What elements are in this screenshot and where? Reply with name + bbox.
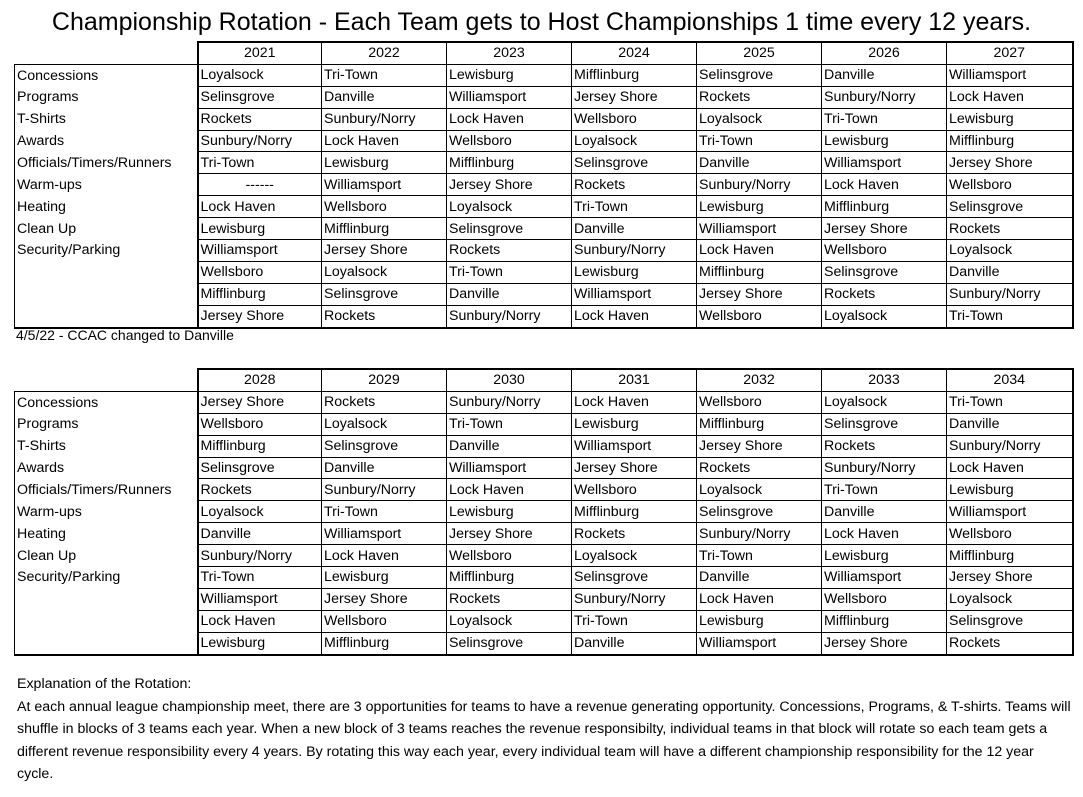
team-cell: Selinsgrove (447, 632, 572, 654)
team-cell: Loyalsock (322, 261, 447, 283)
team-cell: Sunbury/Norry (447, 391, 572, 413)
team-cell: Lock Haven (447, 479, 572, 501)
team-cell: Danville (322, 86, 447, 108)
team-cell: Rockets (572, 523, 697, 545)
year-header: 2021 (198, 42, 322, 64)
year-header: 2034 (947, 369, 1073, 391)
change-note: 4/5/22 - CCAC changed to Danville (16, 327, 234, 343)
team-cell: Tri-Town (572, 196, 697, 218)
team-cell: Loyalsock (198, 501, 322, 523)
team-cell: Wellsboro (198, 413, 322, 435)
rotation-table-2028-2034 (14, 368, 1074, 656)
team-cell: Lewisburg (697, 196, 822, 218)
team-cell: Williamsport (198, 588, 322, 610)
explanation-body: At each annual league championship meet, there are 3 opportunities for teams to have a revenue generating opportunity. Concessions, Programs, & T-shirts. Teams will shuffle in blocks of 3 teams each year. When a new block of 3 teams reaches the revenue responsibilty, individual teams in that block will rotate so each team gets a different revenue responsibility every 4 years. By rotating this way each year, every individual team will have a different championship responsibility for the 12 year cycle. (17, 698, 1071, 782)
table-row (15, 64, 1073, 86)
team-cell: Danville (697, 567, 822, 589)
team-cell: Williamsport (697, 632, 822, 654)
team-cell: Lock Haven (697, 240, 822, 262)
role-label: Heating (15, 523, 198, 545)
role-label: T-Shirts (15, 108, 198, 130)
year-header: 2031 (572, 369, 697, 391)
team-cell: Rockets (198, 108, 322, 130)
team-cell: Jersey Shore (947, 152, 1073, 174)
team-cell: Jersey Shore (822, 632, 947, 654)
team-cell: Selinsgrove (947, 196, 1073, 218)
team-cell: Williamsport (447, 457, 572, 479)
team-cell: Lewisburg (947, 108, 1073, 130)
team-cell: Rockets (572, 174, 697, 196)
team-cell: Tri-Town (697, 545, 822, 567)
role-label: Programs (15, 413, 198, 435)
team-cell: Williamsport (572, 435, 697, 457)
team-cell: Lock Haven (822, 523, 947, 545)
team-cell: Lock Haven (198, 196, 322, 218)
team-cell: Sunbury/Norry (697, 174, 822, 196)
year-header: 2027 (947, 42, 1073, 64)
team-cell: Jersey Shore (947, 567, 1073, 589)
table-row (15, 413, 1073, 435)
team-cell: Rockets (822, 283, 947, 305)
year-header: 2023 (447, 42, 572, 64)
table-row (15, 435, 1073, 457)
team-cell: Jersey Shore (822, 218, 947, 240)
team-cell: Lewisburg (447, 501, 572, 523)
team-cell: Mifflinburg (447, 567, 572, 589)
role-label: Clean Up (15, 218, 198, 240)
team-cell: Williamsport (572, 283, 697, 305)
table-row (15, 130, 1073, 152)
table-row (15, 152, 1073, 174)
team-cell: Tri-Town (822, 108, 947, 130)
team-cell: Rockets (198, 479, 322, 501)
year-header: 2032 (697, 369, 822, 391)
team-cell: Lewisburg (198, 632, 322, 654)
role-label (15, 610, 198, 632)
team-cell: Williamsport (322, 523, 447, 545)
team-cell: Mifflinburg (198, 283, 322, 305)
team-cell: Williamsport (697, 218, 822, 240)
year-header: 2024 (572, 42, 697, 64)
team-cell: Sunbury/Norry (697, 523, 822, 545)
team-cell: Wellsboro (322, 196, 447, 218)
role-label (15, 305, 198, 327)
team-cell: Mifflinburg (822, 610, 947, 632)
team-cell: Jersey Shore (697, 283, 822, 305)
team-cell: Tri-Town (198, 567, 322, 589)
team-cell: Wellsboro (322, 610, 447, 632)
team-cell: Jersey Shore (447, 523, 572, 545)
rotation-table-2021-2027 (14, 41, 1074, 329)
team-cell: Lewisburg (198, 218, 322, 240)
team-cell: Sunbury/Norry (572, 240, 697, 262)
year-header-row (15, 369, 1073, 391)
team-cell: Lock Haven (198, 610, 322, 632)
team-cell: Sunbury/Norry (198, 545, 322, 567)
team-cell: Sunbury/Norry (322, 108, 447, 130)
team-cell: Rockets (947, 632, 1073, 654)
team-cell: Lock Haven (322, 545, 447, 567)
team-cell: Wellsboro (697, 391, 822, 413)
team-cell: Lock Haven (947, 86, 1073, 108)
role-label: Awards (15, 130, 198, 152)
team-cell: Danville (447, 435, 572, 457)
year-header: 2030 (447, 369, 572, 391)
team-cell: Selinsgrove (322, 283, 447, 305)
team-cell: Lewisburg (322, 567, 447, 589)
team-cell: Jersey Shore (572, 457, 697, 479)
team-cell: Sunbury/Norry (947, 435, 1073, 457)
team-cell: Lock Haven (572, 305, 697, 327)
team-cell: Danville (947, 413, 1073, 435)
team-cell: Mifflinburg (322, 632, 447, 654)
role-label: Concessions (15, 391, 198, 413)
team-cell: Wellsboro (947, 523, 1073, 545)
table-row (15, 240, 1073, 262)
team-cell: Lewisburg (447, 64, 572, 86)
team-cell: Selinsgrove (697, 501, 822, 523)
role-label (15, 632, 198, 654)
team-cell: Lewisburg (572, 261, 697, 283)
team-cell: Selinsgrove (822, 413, 947, 435)
team-cell: Lock Haven (822, 174, 947, 196)
team-cell: Tri-Town (322, 501, 447, 523)
team-cell: Jersey Shore (322, 240, 447, 262)
team-cell: Loyalsock (947, 588, 1073, 610)
team-cell: Tri-Town (572, 610, 697, 632)
team-cell: Jersey Shore (198, 391, 322, 413)
team-cell: Rockets (697, 457, 822, 479)
table-row (15, 218, 1073, 240)
team-cell: Jersey Shore (322, 588, 447, 610)
year-header-row (15, 42, 1073, 64)
team-cell: Williamsport (322, 174, 447, 196)
team-cell: Jersey Shore (447, 174, 572, 196)
role-label: Warm-ups (15, 501, 198, 523)
role-label: Officials/Timers/Runners (15, 152, 198, 174)
team-cell: Selinsgrove (572, 152, 697, 174)
team-cell: Loyalsock (697, 479, 822, 501)
team-cell: Tri-Town (822, 479, 947, 501)
role-label: Security/Parking (15, 567, 198, 589)
team-cell: Wellsboro (822, 588, 947, 610)
team-cell: Selinsgrove (572, 567, 697, 589)
team-cell: Lock Haven (947, 457, 1073, 479)
team-cell: Selinsgrove (198, 86, 322, 108)
table-row (15, 174, 1073, 196)
table-row (15, 391, 1073, 413)
role-label: Programs (15, 86, 198, 108)
role-label (15, 283, 198, 305)
team-cell: Loyalsock (447, 196, 572, 218)
team-cell: Loyalsock (572, 545, 697, 567)
team-cell: Rockets (447, 588, 572, 610)
table-row (15, 86, 1073, 108)
team-cell: Tri-Town (322, 64, 447, 86)
team-cell: Mifflinburg (822, 196, 947, 218)
team-cell: Sunbury/Norry (947, 283, 1073, 305)
team-cell: Selinsgrove (322, 435, 447, 457)
team-cell: Sunbury/Norry (822, 457, 947, 479)
team-cell: Rockets (447, 240, 572, 262)
team-cell: Williamsport (822, 152, 947, 174)
team-cell: Danville (697, 152, 822, 174)
team-cell: Loyalsock (572, 130, 697, 152)
team-cell: Williamsport (198, 240, 322, 262)
year-header: 2029 (322, 369, 447, 391)
role-label: Officials/Timers/Runners (15, 479, 198, 501)
table-row (15, 479, 1073, 501)
team-cell: Wellsboro (198, 261, 322, 283)
team-cell: Mifflinburg (447, 152, 572, 174)
role-label: Warm-ups (15, 174, 198, 196)
team-cell: Wellsboro (572, 479, 697, 501)
team-cell: Lewisburg (572, 413, 697, 435)
team-cell: Wellsboro (697, 305, 822, 327)
team-cell: Sunbury/Norry (572, 588, 697, 610)
team-cell: Lewisburg (822, 545, 947, 567)
role-label (15, 588, 198, 610)
team-cell: Tri-Town (947, 391, 1073, 413)
table-row (15, 588, 1073, 610)
team-cell: Tri-Town (198, 152, 322, 174)
table-row (15, 305, 1073, 327)
explanation-heading: Explanation of the Rotation: (17, 676, 192, 692)
team-cell: Sunbury/Norry (322, 479, 447, 501)
team-cell: Williamsport (822, 567, 947, 589)
rotation-explanation (17, 673, 1072, 786)
team-cell: Wellsboro (822, 240, 947, 262)
team-cell: Selinsgrove (447, 218, 572, 240)
team-cell: Mifflinburg (572, 501, 697, 523)
team-cell: Danville (447, 283, 572, 305)
team-cell: Rockets (947, 218, 1073, 240)
team-cell: Mifflinburg (947, 130, 1073, 152)
team-cell: Tri-Town (447, 261, 572, 283)
team-cell: Danville (198, 523, 322, 545)
table-row (15, 523, 1073, 545)
role-label: Security/Parking (15, 240, 198, 262)
team-cell: Mifflinburg (947, 545, 1073, 567)
table-row (15, 567, 1073, 589)
role-label: Heating (15, 196, 198, 218)
team-cell: Tri-Town (447, 413, 572, 435)
table-row (15, 632, 1073, 654)
team-cell: Jersey Shore (697, 435, 822, 457)
team-cell: Rockets (322, 391, 447, 413)
role-label: Awards (15, 457, 198, 479)
team-cell: Loyalsock (947, 240, 1073, 262)
role-label (15, 261, 198, 283)
year-header: 2026 (822, 42, 947, 64)
team-cell: Selinsgrove (822, 261, 947, 283)
team-cell: Mifflinburg (572, 64, 697, 86)
team-cell: Tri-Town (697, 130, 822, 152)
team-cell: Danville (947, 261, 1073, 283)
team-cell: Danville (572, 218, 697, 240)
role-label: Concessions (15, 64, 198, 86)
team-cell: Williamsport (447, 86, 572, 108)
team-cell: Williamsport (947, 501, 1073, 523)
team-cell: Wellsboro (447, 130, 572, 152)
year-header: 2028 (198, 369, 322, 391)
table-row (15, 501, 1073, 523)
team-cell: Jersey Shore (198, 305, 322, 327)
table-row (15, 283, 1073, 305)
year-header: 2025 (697, 42, 822, 64)
team-cell: Lock Haven (322, 130, 447, 152)
team-cell: Loyalsock (822, 391, 947, 413)
team-cell: Lewisburg (322, 152, 447, 174)
role-label: T-Shirts (15, 435, 198, 457)
role-label: Clean Up (15, 545, 198, 567)
team-cell: Lock Haven (572, 391, 697, 413)
year-header: 2033 (822, 369, 947, 391)
team-cell: Selinsgrove (198, 457, 322, 479)
team-cell: Lewisburg (947, 479, 1073, 501)
team-cell: Danville (322, 457, 447, 479)
team-cell: Jersey Shore (572, 86, 697, 108)
team-cell: Rockets (322, 305, 447, 327)
team-cell: Sunbury/Norry (447, 305, 572, 327)
team-cell: Wellsboro (447, 545, 572, 567)
team-cell: Tri-Town (947, 305, 1073, 327)
table-row (15, 108, 1073, 130)
team-cell: Mifflinburg (322, 218, 447, 240)
team-cell: Danville (822, 64, 947, 86)
team-cell: Wellsboro (572, 108, 697, 130)
team-cell: Loyalsock (198, 64, 322, 86)
table-row (15, 196, 1073, 218)
team-cell: Danville (822, 501, 947, 523)
team-cell: Mifflinburg (198, 435, 322, 457)
team-cell: Lock Haven (447, 108, 572, 130)
team-cell: Rockets (822, 435, 947, 457)
team-cell: Sunbury/Norry (822, 86, 947, 108)
team-cell: Mifflinburg (697, 261, 822, 283)
page-title: Championship Rotation - Each Team gets to Host Championships 1 time every 12 years. (51, 8, 1032, 36)
team-cell: Selinsgrove (947, 610, 1073, 632)
team-cell: Rockets (697, 86, 822, 108)
team-cell: Loyalsock (697, 108, 822, 130)
table-row (15, 545, 1073, 567)
team-cell: Sunbury/Norry (198, 130, 322, 152)
team-cell: Selinsgrove (697, 64, 822, 86)
team-cell: Lock Haven (697, 588, 822, 610)
header-corner (15, 42, 198, 64)
table-row (15, 610, 1073, 632)
year-header: 2022 (322, 42, 447, 64)
table-row (15, 457, 1073, 479)
team-cell: Danville (572, 632, 697, 654)
team-cell: Loyalsock (447, 610, 572, 632)
header-corner (15, 369, 198, 391)
team-cell: Wellsboro (947, 174, 1073, 196)
team-cell: Lewisburg (822, 130, 947, 152)
team-cell: Williamsport (947, 64, 1073, 86)
team-cell: Loyalsock (822, 305, 947, 327)
team-cell: Lewisburg (697, 610, 822, 632)
team-cell: Loyalsock (322, 413, 447, 435)
team-cell: Mifflinburg (697, 413, 822, 435)
team-cell: ------ (198, 174, 322, 196)
table-row (15, 261, 1073, 283)
